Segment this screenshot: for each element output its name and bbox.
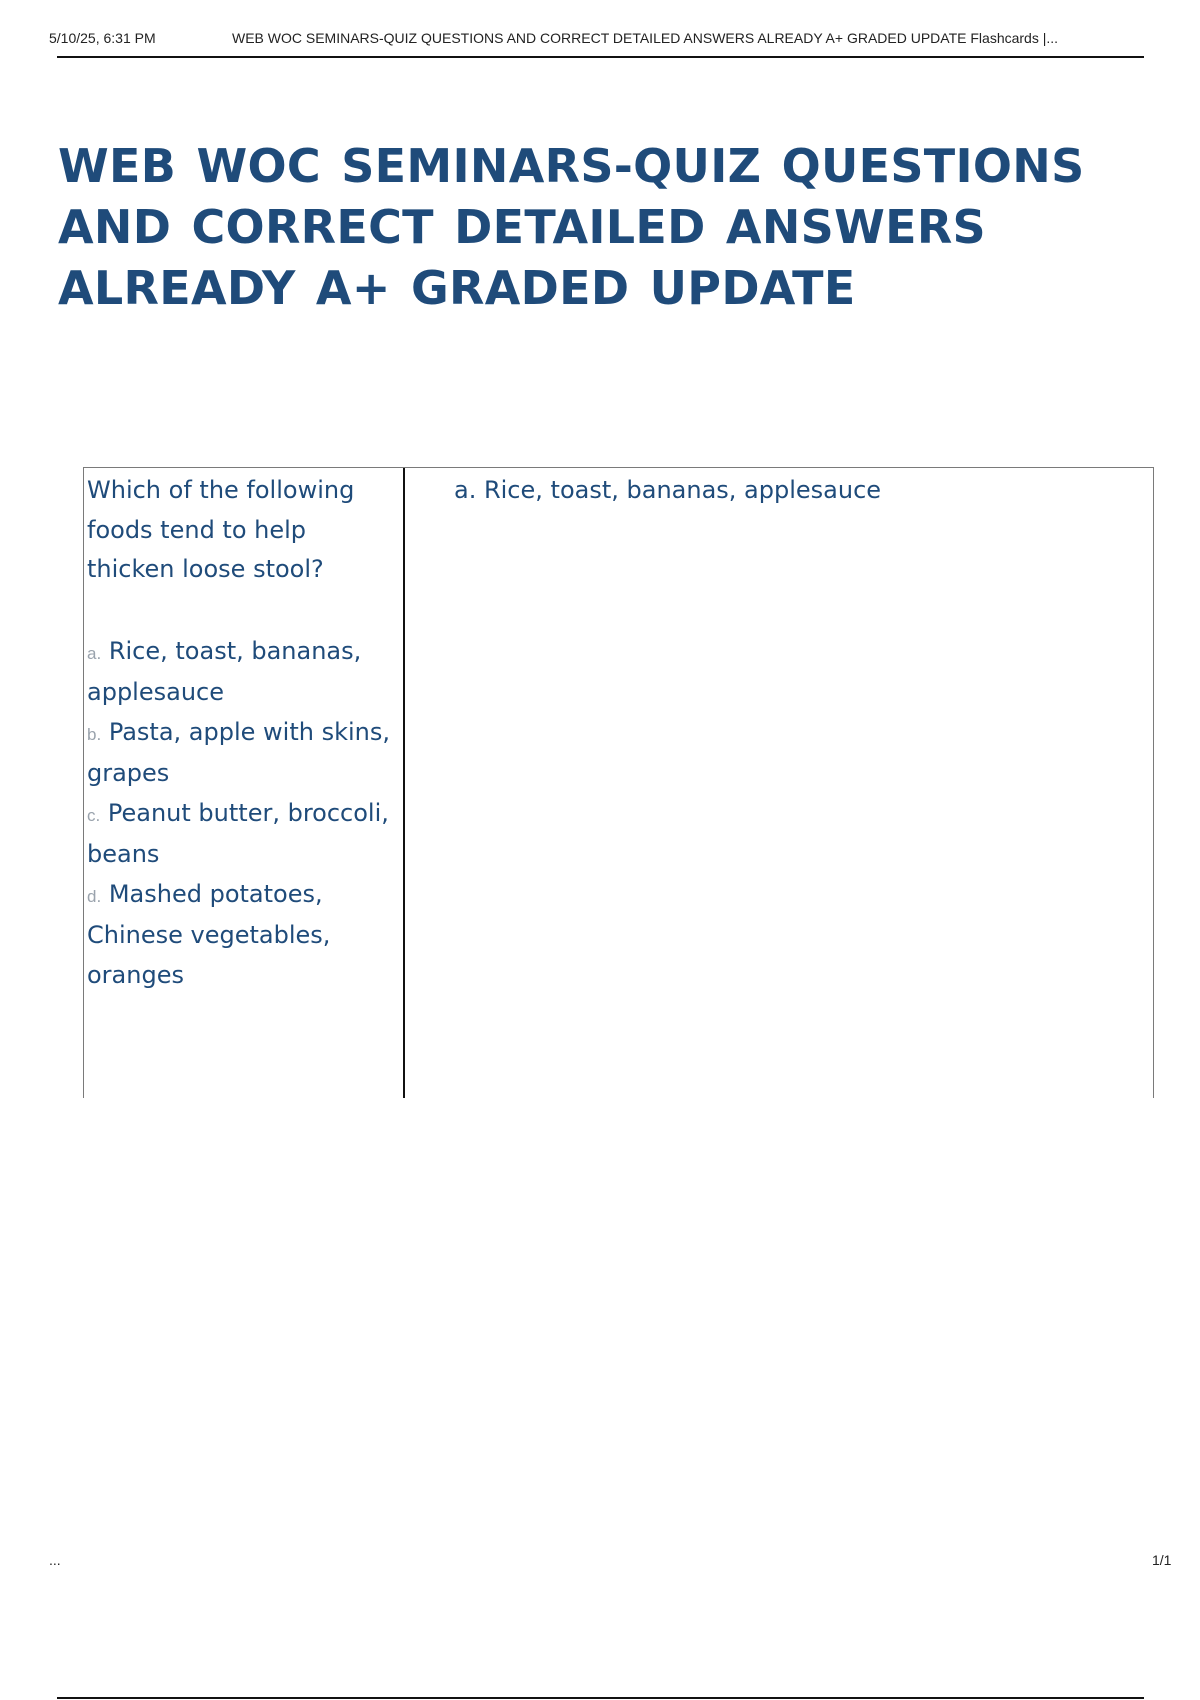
option-text: Rice, toast, bananas, applesauce [87, 636, 362, 706]
option-b [87, 713, 403, 794]
option-a [87, 632, 403, 713]
page-number: 1/1 [1152, 1552, 1172, 1568]
option-text: Mashed potatoes, Chinese vegetables, oranges [87, 879, 331, 989]
option-text: Pasta, apple with skins, grapes [87, 717, 391, 787]
header-divider [57, 56, 1144, 58]
option-letter: a. [87, 643, 102, 663]
footer-divider [57, 1697, 1144, 1699]
option-letter: b. [87, 724, 102, 744]
footer-ellipsis: ... [49, 1552, 61, 1568]
print-date: 5/10/25, 6:31 PM [49, 30, 156, 46]
option-text: Peanut butter, broccoli, beans [87, 798, 389, 868]
page-title: WEB WOC SEMINARS-QUIZ QUESTIONS AND CORRECT DETAILED ANSWERS ALREADY A+ GRADED UPDATE [58, 139, 1085, 315]
print-document-title: WEB WOC SEMINARS-QUIZ QUESTIONS AND CORRECT DETAILED ANSWERS ALREADY A+ GRADED UPDATE Flashcards |... [232, 30, 1059, 46]
option-letter: d. [87, 886, 102, 906]
answer-options [87, 632, 403, 996]
option-d [87, 875, 403, 996]
flashcard-term [87, 468, 405, 1098]
question-text: Which of the following foods tend to help thicken loose stool? [87, 476, 355, 583]
flashcard-definition: a. Rice, toast, bananas, applesauce [454, 476, 882, 504]
option-c [87, 794, 403, 875]
option-letter: c. [87, 805, 101, 825]
flashcard [83, 467, 1154, 1098]
